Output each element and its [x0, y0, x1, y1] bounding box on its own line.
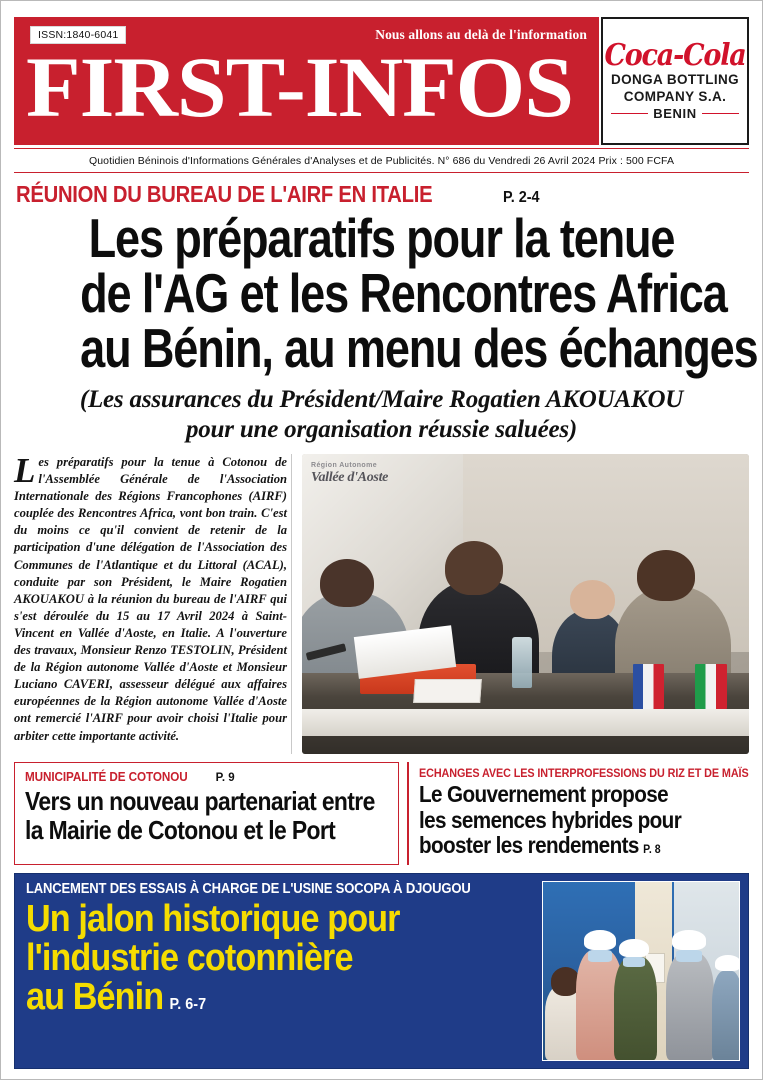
photo-person-1-head [320, 559, 374, 607]
lead-article-text: Les préparatifs pour la tenue à Cotonou de l'Assemblée Générale de l'Association Internationale des Régions Francophones (AIRF) couplée des Rencontres Africa, vont bon train. C'est du moins ce qu'il convient de retenir de la participation d'une délégation de l'Association des Communes de l'Atlantique et du Littoral (ACAL), conduite par son Président, le Maire Rogatien AKOUAKOU à la réunion du bureau de l'AIRF qui s'est déroulée du 15 au 17 Avril 2024 à Saint-Vincent en Vallée d'Aoste, en Italie. A l'ouverture des travaux, Monsieur Renzo TESTOLIN, Président de la Région autonome Vallée d'Aoste et Monsieur Luciano CAVERI, assesseur délégué aux affaires européennes de la Région autonome Vallée d'Aoste ont remercié l'AIRF pour avoir choisi l'Italie pour arbiter cette importante activité. [14, 454, 292, 754]
lead-subheadline [14, 385, 749, 445]
photo-person-2-head [445, 541, 503, 595]
issn-badge: ISSN:1840-6041 [30, 26, 126, 44]
secondary-right-page-ref: P. 8 [643, 842, 661, 856]
bottom-feature-headline-line-3 [26, 978, 482, 1024]
photo-official [666, 953, 713, 1060]
bottom-feature-headline-line-2: l'industrie cotonnière [26, 937, 353, 979]
secondary-left-kicker-row [25, 769, 390, 784]
ad-company-line1: DONGA BOTTLING [610, 72, 740, 87]
lead-subheadline-line-2: pour une organisation réussie saluées) [185, 416, 578, 443]
publication-info-text: Quotidien Béninois d'Informations Générales d'Analyses et de Publicités. N° 686 du Vendredi 26 Avril 2024 Prix : 500 FCFA [88, 155, 675, 167]
bottom-feature-panel[interactable] [14, 873, 749, 1069]
secondary-articles-row [14, 762, 749, 865]
photo-flag-italy [695, 664, 726, 709]
photo-worker-3 [614, 957, 657, 1060]
newspaper-title: FIRST-INFOS [26, 39, 573, 135]
ad-company-line2: COMPANY S.A. [623, 89, 727, 104]
bottom-feature-photo [542, 881, 740, 1061]
photo-mask-2 [588, 950, 612, 962]
photo-person-4-head [637, 550, 695, 601]
coca-cola-logo: Coca-Cola [604, 38, 746, 73]
photo-tablecloth [302, 709, 749, 736]
masthead-tagline: Nous allons au delà de l'information [375, 27, 587, 42]
bottom-feature-text [26, 881, 533, 1061]
photo-hardhat-3 [619, 939, 648, 957]
lead-headline-line-3: au Bénin, au menu des échanges [80, 317, 758, 379]
lead-kicker: RÉUNION DU BUREAU DE L'AIRF EN ITALIE [16, 181, 433, 207]
photo-backdrop-logo-small: Région Autonome [311, 462, 378, 469]
masthead-banner [14, 17, 599, 145]
photo-backdrop-logo-main: Vallée d'Aoste [311, 470, 389, 485]
lead-body-row [14, 451, 749, 754]
lead-subheadline-line-1: (Les assurances du Président/Maire Rogatien AKOUAKOU [79, 386, 684, 413]
lead-page-ref: P. 2-4 [503, 189, 540, 206]
photo-water-bottle [512, 637, 532, 688]
advertisement-coca-cola[interactable] [601, 17, 749, 145]
photo-mask-3 [623, 957, 645, 968]
lead-kicker-row [14, 182, 749, 207]
secondary-left-headline [25, 786, 375, 845]
secondary-left-headline-line-2: la Mairie de Cotonou et le Port [25, 815, 336, 845]
bottom-feature-headline-line-1: Un jalon historique pour [26, 898, 400, 940]
photo-hardhat-official [672, 930, 705, 950]
secondary-article-left[interactable] [14, 762, 399, 865]
lead-headline [80, 207, 758, 379]
lead-photo [302, 454, 749, 754]
secondary-left-headline-line-1: Vers un nouveau partenariat entre [25, 786, 375, 816]
masthead [14, 17, 749, 145]
ad-country: BENIN [653, 106, 697, 121]
photo-person-3-head [570, 580, 615, 619]
ad-country-row [607, 105, 743, 121]
photo-name-card-1 [413, 679, 482, 703]
secondary-right-headline-line-1: Le Gouvernement propose [419, 781, 668, 807]
bottom-feature-page-ref: P. 6-7 [169, 996, 207, 1013]
secondary-right-kicker: ECHANGES AVEC LES INTERPROFESSIONS DU RIZ ET DE MAÏS [419, 766, 749, 780]
secondary-right-headline-line-3 [419, 833, 741, 863]
secondary-article-right[interactable] [407, 762, 763, 865]
secondary-right-headline-text-3: booster les rendements [419, 832, 639, 858]
lead-headline-line-1: Les préparatifs pour la tenue [88, 207, 675, 269]
ad-rule-left [611, 113, 648, 115]
photo-worker-5 [712, 971, 740, 1060]
photo-mask-official [676, 950, 701, 962]
bottom-feature-kicker: LANCEMENT DES ESSAIS À CHARGE DE L'USINE SOCOPA À DJOUGOU [26, 881, 471, 897]
secondary-right-headline [419, 782, 741, 863]
bottom-feature-headline-text-3: au Bénin [26, 976, 164, 1018]
bottom-feature-headline [26, 900, 482, 1024]
secondary-left-kicker: MUNICIPALITÉ DE COTONOU [25, 769, 188, 784]
ad-rule-right [702, 113, 739, 115]
photo-flag-france [633, 664, 664, 709]
publication-info-bar [14, 148, 749, 173]
lead-headline-line-2: de l'AG et les Rencontres Africa [80, 262, 727, 324]
secondary-right-headline-line-2: les semences hybrides pour [419, 806, 682, 833]
photo-hardhat-2 [584, 930, 615, 950]
photo-hardhat-5 [715, 955, 740, 971]
secondary-left-page-ref: P. 9 [215, 772, 235, 784]
